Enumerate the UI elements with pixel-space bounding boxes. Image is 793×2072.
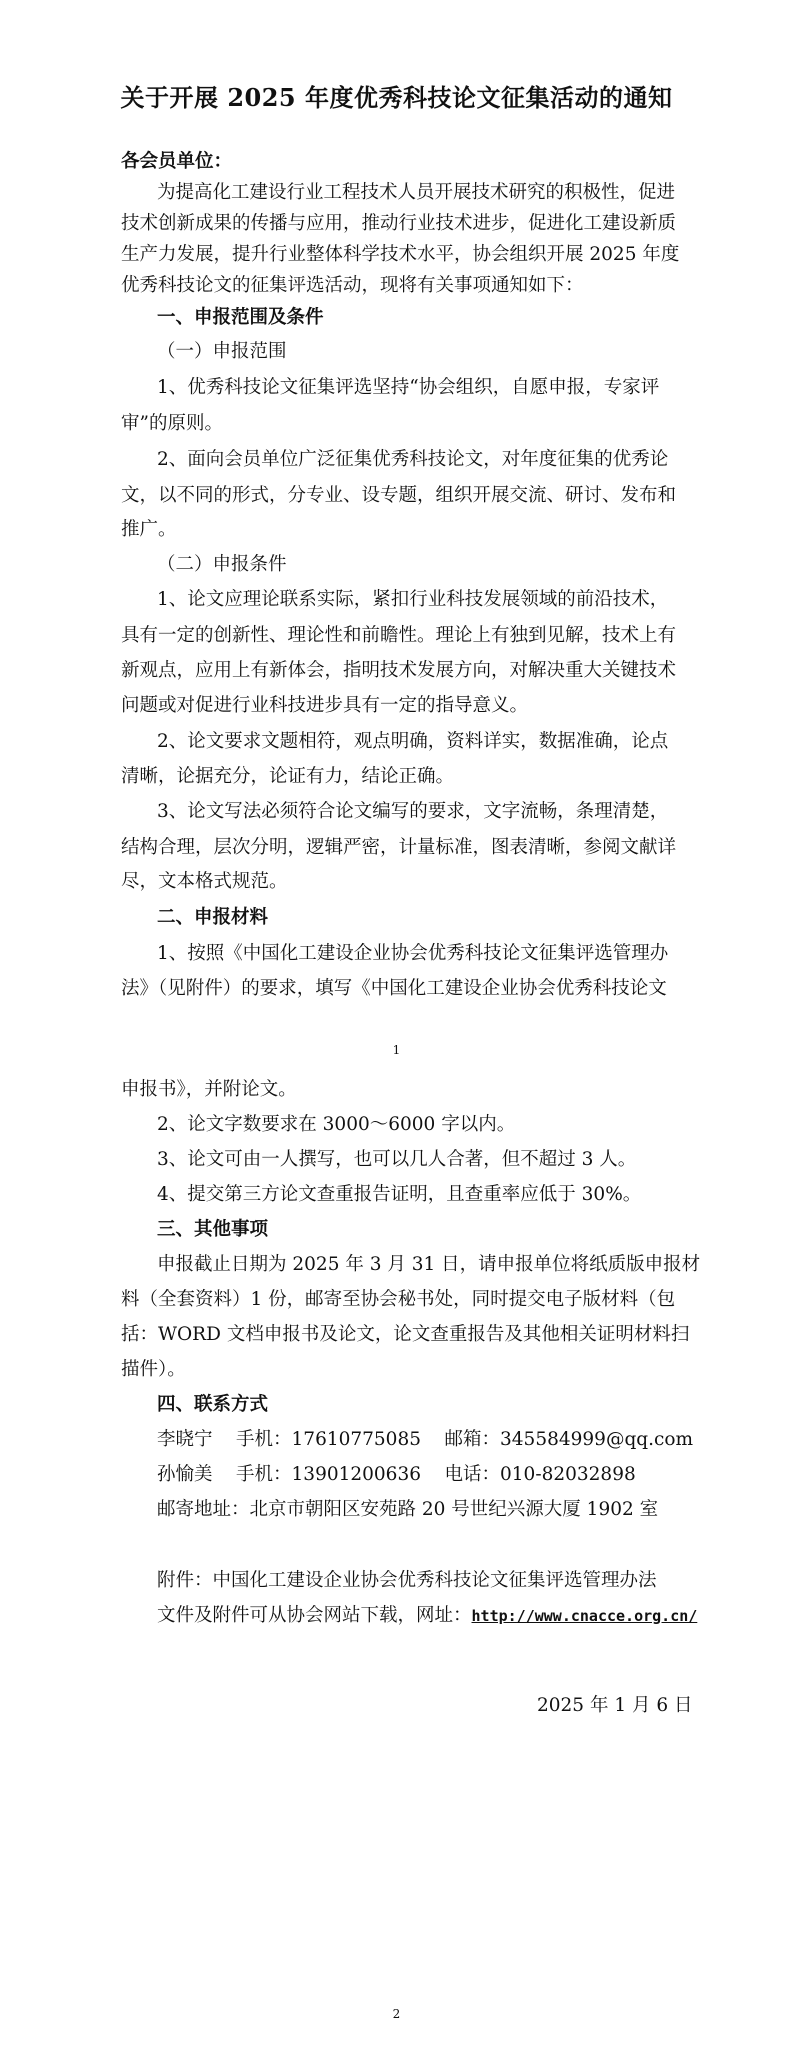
paragraph-line: 申报书》，并附论文。 [121, 1079, 297, 1100]
paragraph-line: 描件）。 [121, 1359, 186, 1380]
intro-line: 生产力发展，提升行业整体科学技术水平，协会组织开展 2025 年度 [121, 244, 680, 265]
page-number: 2 [392, 2007, 401, 2021]
paragraph-line: 问题或对促进行业科技进步具有一定的指导意义。 [121, 695, 529, 716]
page-number: 1 [392, 1043, 401, 1057]
intro-line: 为提高化工建设行业工程技术人员开展技术研究的积极性，促进 [157, 182, 676, 203]
website-link[interactable]: http://www.cnacce.org.cn/ [471, 1607, 698, 1625]
paragraph-line: 法》（见附件）的要求，填写《中国化工建设企业协会优秀科技论文 [121, 978, 667, 999]
paragraph-line: 3、论文可由一人撰写，也可以几人合著，但不超过 3 人。 [157, 1149, 637, 1170]
paragraph-line: 2、论文要求文题相符，观点明确，资料详实，数据准确，论点 [157, 731, 669, 752]
paragraph-line: 3、论文写法必须符合论文编写的要求，文字流畅，条理清楚， [157, 801, 669, 822]
intro-line: 技术创新成果的传播与应用，推动行业技术进步，促进化工建设新质 [121, 213, 677, 234]
section-heading: 一、申报范围及条件 [157, 307, 324, 328]
paragraph-line: 2、论文字数要求在 3000～6000 字以内。 [157, 1114, 516, 1135]
paragraph-line: 料（全套资料）1 份，邮寄至协会秘书处，同时提交电子版材料（包 [121, 1289, 676, 1310]
download-note [157, 1604, 697, 1628]
paragraph-line: 申报截止日期为 2025 年 3 月 31 日，请申报单位将纸质版申报材 [157, 1254, 701, 1275]
document-title: 关于开展 2025 年度优秀科技论文征集活动的通知 [120, 83, 673, 112]
mailing-address: 邮寄地址：北京市朝阳区安苑路 20 号世纪兴源大厦 1902 室 [157, 1499, 659, 1520]
section-heading: 二、申报材料 [157, 907, 269, 928]
paragraph-line: 1、优秀科技论文征集评选坚持“协会组织，自愿申报，专家评 [157, 377, 660, 398]
paragraph-line: 尽，文本格式规范。 [121, 871, 288, 892]
paragraph-line: 清晰，论据充分，论证有力，结论正确。 [121, 766, 455, 787]
attachment-note: 附件：中国化工建设企业协会优秀科技论文征集评选管理办法 [157, 1570, 657, 1591]
intro-line: 优秀科技论文的征集评选活动，现将有关事项通知如下： [121, 275, 584, 296]
subsection-heading: （二）申报条件 [157, 554, 287, 575]
paragraph-line: 推广。 [121, 519, 177, 540]
salutation: 各会员单位： [121, 151, 233, 172]
contact-line: 李晓宁 手机：17610775085 邮箱：345584999@qq.com [157, 1429, 694, 1450]
paragraph-line: 1、按照《中国化工建设企业协会优秀科技论文征集评选管理办 [157, 943, 669, 964]
paragraph-line: 括：WORD 文档申报书及论文，论文查重报告及其他相关证明材料扫 [121, 1324, 690, 1345]
paragraph-line: 结构合理，层次分明，逻辑严密，计量标准，图表清晰，参阅文献详 [121, 837, 677, 858]
section-heading: 四、联系方式 [157, 1394, 269, 1415]
issue-date: 2025 年 1 月 6 日 [537, 1695, 693, 1716]
paragraph-line: 具有一定的创新性、理论性和前瞻性。理论上有独到见解，技术上有 [121, 625, 677, 646]
paragraph-line: 新观点，应用上有新体会，指明技术发展方向，对解决重大关键技术 [121, 660, 677, 681]
paragraph-line: 4、提交第三方论文查重报告证明，且查重率应低于 30%。 [157, 1184, 642, 1205]
section-heading: 三、其他事项 [157, 1219, 269, 1240]
paragraph-line: 2、面向会员单位广泛征集优秀科技论文，对年度征集的优秀论 [157, 449, 669, 470]
paragraph-line: 审”的原则。 [121, 413, 223, 434]
paragraph-line: 1、论文应理论联系实际，紧扣行业科技发展领域的前沿技术， [157, 589, 669, 610]
subsection-heading: （一）申报范围 [157, 341, 287, 362]
download-text: 文件及附件可从协会网站下载，网址： [157, 1605, 472, 1626]
contact-line: 孙愉美 手机：13901200636 电话：010-82032898 [157, 1464, 636, 1485]
paragraph-line: 文，以不同的形式，分专业、设专题，组织开展交流、研讨、发布和 [121, 485, 677, 506]
